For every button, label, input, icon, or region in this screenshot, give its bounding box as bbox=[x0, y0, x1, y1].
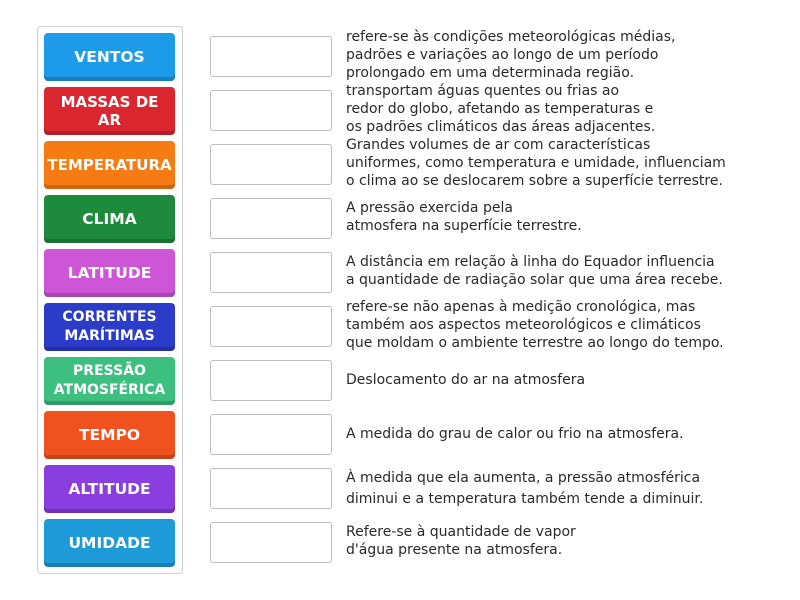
description-line: prolongado em uma determinada região. bbox=[346, 65, 635, 81]
tile-temperatura[interactable] bbox=[44, 141, 175, 189]
tile-label: CORRENTES MARÍTIMAS bbox=[62, 309, 157, 344]
description-8 bbox=[346, 425, 786, 443]
drop-slot-8[interactable] bbox=[210, 414, 332, 455]
description-2 bbox=[346, 82, 786, 136]
description-line: uniformes, como temperatura e umidade, influenciam bbox=[346, 155, 726, 171]
tile-clima[interactable] bbox=[44, 195, 175, 243]
description-line: transportam águas quentes ou frias ao bbox=[346, 83, 620, 99]
drop-slot-7[interactable] bbox=[210, 360, 332, 401]
description-line: redor do globo, afetando as temperaturas e bbox=[346, 101, 654, 117]
tile-correntes-maritimas[interactable] bbox=[44, 303, 175, 351]
description-line: A medida do grau de calor ou frio na atmosfera. bbox=[346, 426, 684, 442]
description-line: padrões e variações ao longo de um período bbox=[346, 47, 659, 63]
description-line: a quantidade de radiação solar que uma área recebe. bbox=[346, 272, 723, 288]
description-line: refere-se não apenas à medição cronológica, mas bbox=[346, 299, 696, 315]
description-line: A distância em relação à linha do Equador influencia bbox=[346, 254, 715, 270]
drop-slot-3[interactable] bbox=[210, 144, 332, 185]
drop-slot-2[interactable] bbox=[210, 90, 332, 131]
tile-umidade[interactable] bbox=[44, 519, 175, 567]
description-line: também aos aspectos meteorológicos e climáticos bbox=[346, 317, 701, 333]
description-9 bbox=[346, 468, 786, 510]
description-4 bbox=[346, 199, 786, 235]
description-line: A pressão exercida pela bbox=[346, 200, 513, 216]
description-6 bbox=[346, 298, 786, 352]
tile-label: VENTOS bbox=[74, 48, 145, 66]
tile-label: ALTITUDE bbox=[68, 480, 151, 498]
tile-label: CLIMA bbox=[82, 210, 137, 228]
drop-slot-5[interactable] bbox=[210, 252, 332, 293]
tile-ventos[interactable] bbox=[44, 33, 175, 81]
description-line: Grandes volumes de ar com características bbox=[346, 137, 651, 153]
description-line: d'água presente na atmosfera. bbox=[346, 542, 563, 558]
tile-altitude[interactable] bbox=[44, 465, 175, 513]
description-10 bbox=[346, 523, 786, 559]
drop-slot-6[interactable] bbox=[210, 306, 332, 347]
description-line: o clima ao se deslocarem sobre a superfície terrestre. bbox=[346, 173, 723, 189]
tile-label: TEMPERATURA bbox=[47, 156, 172, 174]
description-line: atmosfera na superfície terrestre. bbox=[346, 218, 582, 234]
tile-label: MASSAS DE AR bbox=[60, 93, 159, 129]
description-line: diminui e a temperatura também tende a diminuir. bbox=[346, 491, 704, 507]
description-1 bbox=[346, 28, 786, 82]
description-line: À medida que ela aumenta, a pressão atmosférica bbox=[346, 470, 701, 486]
drop-slot-4[interactable] bbox=[210, 198, 332, 239]
description-5 bbox=[346, 253, 786, 289]
drop-slot-9[interactable] bbox=[210, 468, 332, 509]
description-7 bbox=[346, 371, 786, 389]
tile-label: TEMPO bbox=[78, 426, 141, 444]
description-line: refere-se às condições meteorológicas médias, bbox=[346, 29, 676, 45]
description-line: Refere-se à quantidade de vapor bbox=[346, 524, 576, 540]
description-3 bbox=[346, 136, 786, 190]
tile-pressao-atmosferica[interactable] bbox=[44, 357, 175, 405]
tile-tempo[interactable] bbox=[44, 411, 175, 459]
drop-slot-10[interactable] bbox=[210, 522, 332, 563]
tile-label: LATITUDE bbox=[67, 264, 152, 282]
description-line: que moldam o ambiente terrestre ao longo do tempo. bbox=[346, 335, 724, 351]
description-line: Deslocamento do ar na atmosfera bbox=[346, 372, 586, 388]
tile-label: UMIDADE bbox=[68, 534, 151, 552]
tile-label: PRESSÃO ATMOSFÉRICA bbox=[53, 363, 166, 398]
description-line: os padrões climáticos das áreas adjacentes. bbox=[346, 119, 656, 135]
tile-latitude[interactable] bbox=[44, 249, 175, 297]
tile-massas-de-ar[interactable] bbox=[44, 87, 175, 135]
drop-slot-1[interactable] bbox=[210, 36, 332, 77]
